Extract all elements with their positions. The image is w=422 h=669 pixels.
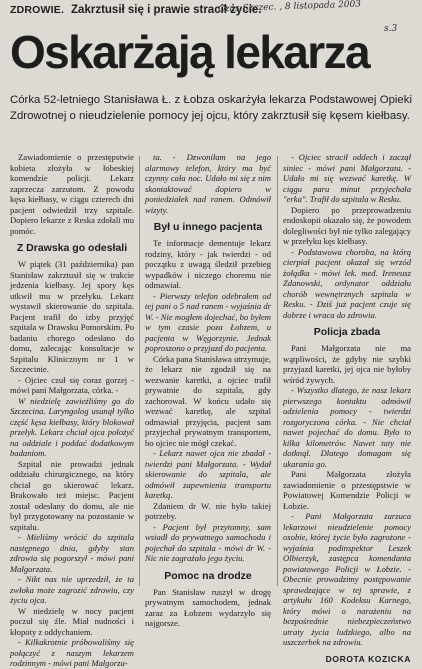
quote-paragraph: W niedzielę zawieźliśmy go do Szczecina. Laryngolog usunął tylko część kęsa kiełbasy, który blokował przełyk. Lekarz chciał ojca położyć na oddziale i poddać dodatkowym badaniom. <box>10 395 134 458</box>
body-paragraph: W piątek (31 października) pan Stanisław zakrztusił się w trakcie jedzenia kiełbasy. Jej spory kęs utkwił mu w przełyku. Lekarz wystawił skierowanie do szpitala. Pacjent trafił do izby przyjęć szpitala w Drawsku Pomorskim. Po badaniu chorego odesłano do domu, zalecając konsultacje w Szpitalu Klinicznym nr 1 w Szczecinie. <box>10 259 134 374</box>
body-paragraph: Te informacje dementuje lekarz rodziny, który - jak twierdzi - od początku z uwagą śledził przebieg wypadków i niczego choremu nie odmawiał. <box>145 238 271 290</box>
body-paragraph: Dopiero po przeprowadzeniu endoskopii okazało się, że powodem dolegliwości był nie tylko zalegający w przełyku kęs kiełbasy. <box>283 204 411 246</box>
body-paragraph: W niedzielę w nocy pacjent poczuł się źle. Miał nudności i kłopoty z oddychaniem. <box>10 605 134 637</box>
body-paragraph: Zawiadomienie o przestępstwie kobieta złożyła w łobeskiej komendzie policji. Lekarz zaprzecza zarzutom. Z powodu kęsa kiełbasy, w ciągu czterech dni pacjent odwiedził trzy szpitale. Dopiero lekarze z Reska zdołali mu pomóc. <box>10 152 134 236</box>
handwritten-page-mark: s.3 <box>384 24 398 34</box>
body-paragraph: Córka pana Stanisława utrzymuje, że lekarz nie zgodził się na wezwanie karetki, a ojciec trafił prywatnie do szpitala, gdy zachorował. W końcu udało się wezwać karetkę, ale szpital odmawiał przyjęcia, pacjent sam przyjechał prywatnym transportem, bo ojciec nie mógł czekać. <box>145 353 271 448</box>
quote-paragraph: - Podstawowa choroba, na którą cierpiał pacjent okazał się wrzód żołądka - mówi lek. med. Ireneusz Zdanowski, ordynator oddziału chorób wewnętrznych szpitala w Resku. - Dziś już pacjent czuje się dobrze i wraca do zdrowia. <box>283 246 411 320</box>
quote-paragraph: - Ojciec czuł się coraz gorzej - mówi pani Małgorzata, córka. - <box>10 374 134 395</box>
handwritten-note: Czas Szczec. , 8 listopada 2003 <box>217 0 362 15</box>
headline: Oskarżają lekarza <box>10 26 369 78</box>
quote-paragraph: - Pani Małgorzata zarzuca lekarzowi nieudzielenie pomocy osobie, której życie było zagrożone - wyjaśnia podinspektor Leszek Olbierzyk, zastępca komendanta powiatowego Policji w Łobzie. - Obecnie prowadzimy postępowanie sprawdzające w tej sprawie, z artykułu 160 Kodeksu Karnego, który mówi o narażeniu na bezpośrednie niebezpieczeństwo utraty życia ludzkiego, albo na uszczerbek na zdrowiu. <box>283 511 411 647</box>
subheading: Pomoc na drodze <box>164 569 252 582</box>
body-paragraph: Pani Małgorzata złożyła zawiadomienie o przestępstwie w Powiatowej Komendzie Policji w Łobzie. <box>283 469 411 511</box>
quote-paragraph: - Kilkakrotnie próbowaliśmy się połączyć z naszym lekarzem rodzinnym - mówi pani Małgorza- <box>10 637 134 668</box>
article-column-1 <box>10 152 134 668</box>
quote-paragraph: - Wszystko dlatego, że nasz lekarz pierwszego kontaktu odmówił udzielenia pomocy - twierdzi rozgoryczona córka. - Nie chciał nawet pojechać do domu. Było to kilka kilometrów. Nawet taty nie dotknął. Dlatego domagam się ukarania go. <box>283 385 411 469</box>
column-divider <box>139 156 140 586</box>
body-paragraph: Szpital nie prowadzi jednak oddziału chirurgicznego, na który chciał go skierować lekarz. Brakowało też miejsc. Pacjent został odesłany do domu, ale nie był przygotowany na pozostanie w szpitalu. <box>10 458 134 532</box>
lead-paragraph: Córka 52-letniego Stanisława Ł. z Łobza oskarżyła lekarza Podstawowej Opieki Zdrowotnej o nieudzielenie pomocy jej ojcu, który zakrztusił się kęsem kiełbasy. <box>10 94 412 122</box>
subheading: Był u innego pacjenta <box>153 221 263 233</box>
quote-paragraph: ta. - Dzwoniłam na jego alarmowy telefon, który ma być czynny cała noc. Udało mi się z nim skontaktować dopiero w poniedziałek nad ranem. Odmówił wizyty. <box>145 152 271 215</box>
body-paragraph: Pan Stanisław ruszył w drogę prywatnym samochodem, jednak zaraz za Łobzem wydarzyło się najgorsze. <box>145 586 271 628</box>
quote-paragraph: - Pacjent był przytomny, sam wsiadł do prywatnego samochodu i pojechał do szpitala - mówi dr W. - Nic nie zagrażało jego życiu. <box>145 521 271 563</box>
quote-paragraph: - Ojciec stracił oddech i zaczął siniec - mówi pani Małgorzata. - Udało mi się wezwać karetkę. W ciągu paru minut przyjechała "erka". Trafił do szpitala w Resku. <box>283 152 411 204</box>
body-paragraph: Zdaniem dr W. nie było takiej potrzeby. <box>145 500 271 521</box>
subheading: Z Drawska go odesłali <box>16 242 128 254</box>
quote-paragraph: - Nikt nas nie uprzedził, że ta zwłoka może zagrozić zdrowiu, czy życiu ojca. <box>10 574 134 605</box>
subheading: Policja zbada <box>313 326 381 338</box>
article-column-3 <box>283 152 411 664</box>
quote-paragraph: - Lekarz nawet ojca nie zbadał - twierdzi pani Małgorzata. - Wydał skierowanie do szpitala, ale odmówił zapewnienia transportu karetką. <box>145 448 271 500</box>
quote-paragraph: - Mieliśmy wrócić do szpitala następnego dnia, gdyby stan zdrowia się pogorszył - mówi pani Małgorzata. <box>10 532 134 574</box>
article-column-2 <box>145 152 271 628</box>
kicker-text: Zakrztusił się i prawie stracił życie. <box>71 4 262 16</box>
section-label: ZDROWIE. <box>10 4 65 16</box>
body-paragraph: Pani Małgorzata nie ma wątpliwości, że gdyby nie szybki przyjazd karetki, jej ojca nie byłoby wśród żywych. <box>283 343 411 385</box>
byline: DOROTA KOZICKA <box>325 653 411 664</box>
column-divider <box>277 156 278 586</box>
quote-paragraph: - Pierwszy telefon odebrałem od tej pani o 5 nad ranem - wyjaśnia dr W. - Nie mogłem dojechać, bo byłem w tym czasie poza Łobzem, u pacjenta w Węgorzynie. Jednak poproszono o przyjazd do pacjenta. <box>145 290 271 353</box>
